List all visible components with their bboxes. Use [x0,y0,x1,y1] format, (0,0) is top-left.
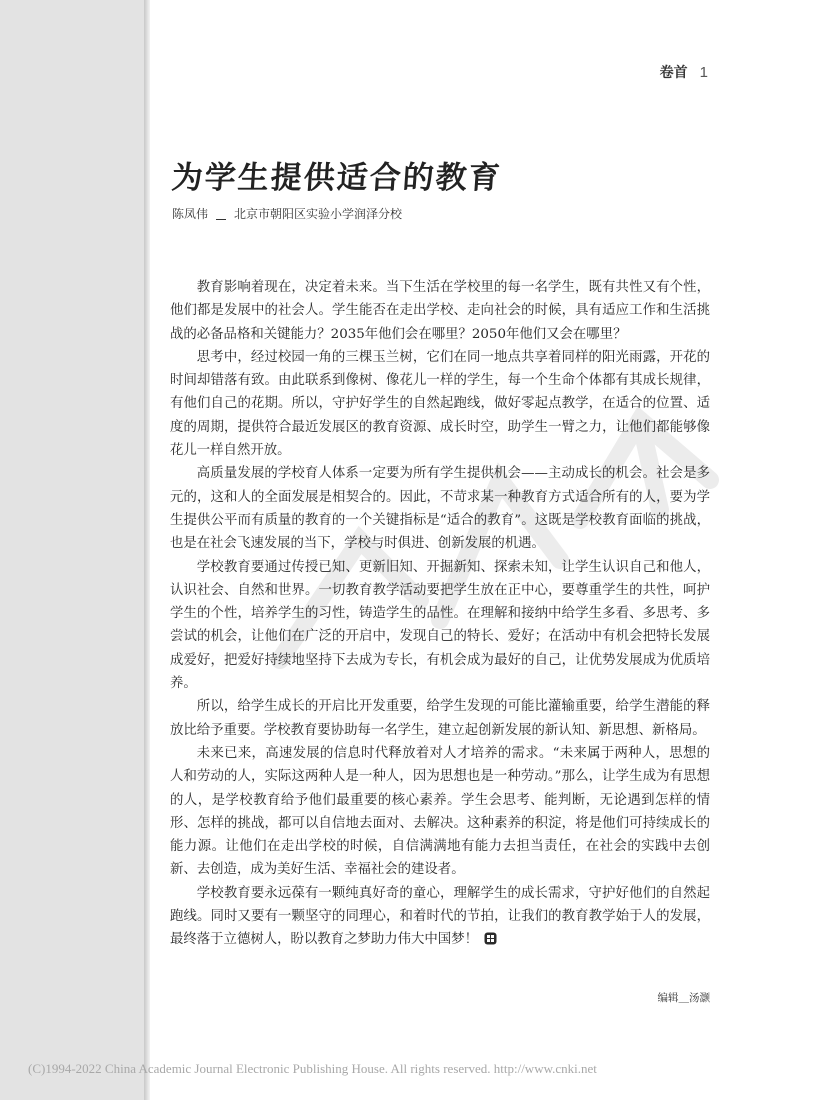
paragraph-6: 未来已来，高速发展的信息时代释放着对人才培养的需求。“未来属于两种人，思想的人和劳动的人，实际这两种人是一种人，因为思想也是一种劳动。”那么，让学生成为有思想的人，是学校教育给予他们最重要的核心素养。学生会思考、能判断，无论遇到怎样的情形、怎样的挑战，都可以自信地去面对、去解决。这种素养的积淀，将是他们可持续成长的能力源。让他们在走出学校的时候，自信满满地有能力去担当责任，在社会的实践中去创新、去创造，成为美好生活、幸福社会的建设者。 [170,745,710,878]
end-of-article-icon [484,932,497,945]
article-body [170,276,710,952]
section-label: 卷首 [659,65,688,81]
paragraph-7-text: 学校教育要永远葆有一颗纯真好奇的童心，理解学生的成长需求，守护好他们的自然起跑线。同时又要有一颗坚守的同理心，和着时代的节拍，让我们的教育教学始于人的发展，最终落于立德树人，盼以教育之梦助力伟大中国梦！ [170,885,710,948]
paragraph-2: 思考中，经过校园一角的三棵玉兰树，它们在同一地点共享着同样的阳光雨露，开花的时间却错落有致。由此联系到像树、像花儿一样的学生，每一个生命个体都有其成长规律，有他们自己的花期。所以，守护好学生的自然起跑线，做好零起点教学，在适合的位置、适度的周期，提供符合最近发展区的教育资源、成长时空，助学生一臂之力，让他们都能够像花儿一样自然开放。 [170,349,710,459]
byline [172,205,402,222]
paragraph-4: 学校教育要通过传授已知、更新旧知、开掘新知、探索未知，让学生认识自己和他人，认识社会、自然和世界。一切教育教学活动要把学生放在正中心，要尊重学生的共性，呵护学生的个性，培养学生的习性，铸造学生的品性。在理解和接纳中给学生多看、多思考、多尝试的机会，让他们在广泛的开启中，发现自己的特长、爱好；在活动中有机会把特长发展成爱好，把爱好持续地坚持下去成为专长，有机会成为最好的自己，让优势发展成为优质培养。 [170,559,710,692]
byline-separator [216,219,226,220]
page-header [660,62,708,82]
author-name: 陈凤伟 [172,207,209,221]
paragraph-7 [170,882,710,952]
paragraph-3: 高质量发展的学校育人体系一定要为所有学生提供机会——主动成长的机会。社会是多元的，这和人的全面发展是相契合的。因此，不苛求某一种教育方式适合所有的人，要为学生提供公平而有质量的教育的一个关键指标是“适合的教育”。这既是学校教育面临的挑战，也是在社会飞速发展的当下，学校与时俱进、创新发展的机遇。 [170,466,710,552]
editor-credit: 编辑＿汤灏 [657,992,710,1004]
page-number: 1 [699,64,708,81]
paragraph-1: 教育影响着现在，决定着未来。当下生活在学校里的每一名学生，既有共性又有个性，他们都是发展中的社会人。学生能否在走出学校、走向社会的时候，具有适应工作和生活挑战的必备品格和关键能力？2035年他们会在哪里？2050年他们又会在哪里？ [170,280,710,342]
copyright-notice: (C)1994-2022 China Academic Journal Electronic Publishing House. All rights reserved. http://www.cnki.net [28,1061,597,1076]
article-title: 为学生提供适合的教育 [170,160,504,196]
author-affiliation: 北京市朝阳区实验小学润泽分校 [234,207,403,221]
paragraph-5: 所以，给学生成长的开启比开发重要，给学生发现的可能比灌输重要，给学生潜能的释放比给予重要。学校教育要协助每一名学生，建立起创新发展的新认知、新思想、新格局。 [170,699,710,738]
